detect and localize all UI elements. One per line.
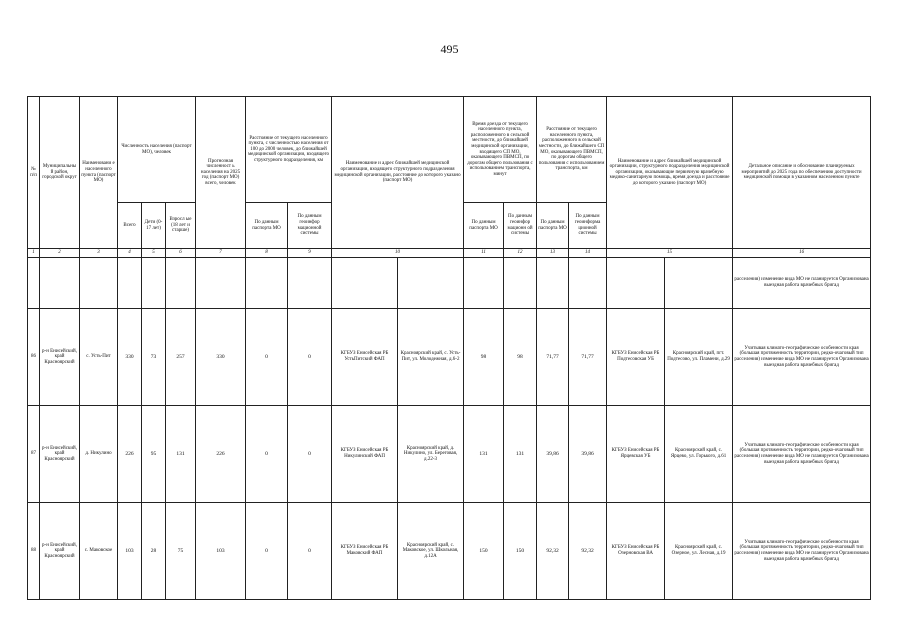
row-settlement: с. Маковское — [80, 503, 118, 600]
row-org-address: Красноярский край, с. Маковское, ул. Школьная, д.12А — [398, 503, 464, 600]
row-time-geo: 98 — [504, 309, 537, 406]
header-description: Детальное описание и обоснование планируемых мероприятий до 2025 года по обеспечению доступности медицинской помощи в указанном населенном пункте — [733, 97, 871, 249]
column-number: 1 — [28, 249, 40, 258]
column-number: 7 — [196, 249, 246, 258]
row-dist2-geo: 39,86 — [569, 406, 607, 503]
row-pvmsp-address: Красноярский край, с. Ярцево, ул. Горького, д.61 — [665, 406, 733, 503]
row-dist1-geo: 0 — [288, 406, 332, 503]
column-number: 14 — [569, 249, 607, 258]
column-number: 9 — [288, 249, 332, 258]
row-description: Учитывая климато-географические особенности края (большая протяженность территории, редко-очаговый тип расселения) изменение вида МО не планируется Организована выездная работа врачебных бригад — [733, 406, 871, 503]
accessibility-table — [27, 96, 871, 600]
row-org-name: КГБУЗ Енисейская РБ Никулинский ФАП — [332, 406, 398, 503]
header-number: № п/п — [28, 97, 40, 249]
row-pop-adults: 131 — [166, 406, 196, 503]
column-number: 2 — [40, 249, 80, 258]
row-pop-total: 103 — [118, 503, 142, 600]
header-time-passport: По данным паспорта МО — [464, 203, 504, 249]
row-description: Учитывая климато-географические особенности края (большая протяженность территории, редко-очаговый тип расселения) изменение вида МО не планируется Организована выездная работа врачебных бригад — [733, 309, 871, 406]
row-time-geo: 150 — [504, 503, 537, 600]
continuation-row — [28, 258, 871, 309]
row-district: р-н Енисейский, край Красноярский — [40, 503, 80, 600]
column-number: 10 — [332, 249, 464, 258]
column-number: 15 — [607, 249, 733, 258]
row-district: р-н Енисейский, край Красноярский — [40, 406, 80, 503]
header-pop-children: Дети (0-17 лет) — [142, 203, 166, 249]
row-forecast: 103 — [196, 503, 246, 600]
row-pop-total: 226 — [118, 406, 142, 503]
column-number: 12 — [504, 249, 537, 258]
row-org-address: Красноярский край, с. Усть-Пит, ул. Молодежная, д.6-2 — [398, 309, 464, 406]
row-pop-children: 73 — [142, 309, 166, 406]
column-numbers-row — [28, 249, 871, 258]
header-district: Муниципальны й район, городской округ — [40, 97, 80, 249]
row-dist1-geo: 0 — [288, 309, 332, 406]
row-pvmsp-name: КГБУЗ Енисейская РБ Озерновская ВА — [607, 503, 665, 600]
row-forecast: 330 — [196, 309, 246, 406]
header-pop-adults: Взросл ые (18 лет и старше) — [166, 203, 196, 249]
row-time-passport: 98 — [464, 309, 504, 406]
row-time-geo: 131 — [504, 406, 537, 503]
row-pvmsp-name: КГБУЗ Енисейская РБ Подтесовская УБ — [607, 309, 665, 406]
header-time-geo: По данным геоинфор мационн ой системы — [504, 203, 537, 249]
column-number: 5 — [142, 249, 166, 258]
row-dist2-passport: 92,32 — [537, 503, 569, 600]
row-pop-children: 95 — [142, 406, 166, 503]
row-settlement: д. Никулино — [80, 406, 118, 503]
header-dist1-passport: По данным паспорта МО — [246, 203, 288, 249]
row-org-address: Красноярский край, д. Никулино, ул. Береговая, д.22-3 — [398, 406, 464, 503]
row-dist2-geo: 71,77 — [569, 309, 607, 406]
header-distance-pvmsp: Расстояние от текущего населенного пункта, расположенного в сельской местности, до ближайшего СП МО, оказывающего ПВМСП, по дорогам общего пользования с использованием транспорта, км — [537, 97, 607, 203]
column-number: 13 — [537, 249, 569, 258]
row-number: 88 — [28, 503, 40, 600]
row-pop-children: 28 — [142, 503, 166, 600]
row-number: 86 — [28, 309, 40, 406]
row-dist2-geo: 92,32 — [569, 503, 607, 600]
table-row — [28, 503, 871, 600]
row-dist1-passport: 0 — [246, 406, 288, 503]
row-settlement: с. Усть-Пит — [80, 309, 118, 406]
row-pvmsp-address: Красноярский край, пгт. Подтесово, ул. Пламени, д.29 — [665, 309, 733, 406]
column-number: 3 — [80, 249, 118, 258]
header-travel-time: Время доезда от текущего населенного пункта, расположенного в сельской местности, до ближайшей медицинской организации, входящего СП МО, оказывающего ПВМСП, по дорогам общего пользования с использованием транспорта, минут — [464, 97, 537, 203]
row-pop-adults: 75 — [166, 503, 196, 600]
row-time-passport: 131 — [464, 406, 504, 503]
row-number: 87 — [28, 406, 40, 503]
header-distance-org: Расстояние от текущего населенного пункта, с численностью населения от 100 до 2000 человек, до ближайшей медицинской организации, входящего структурного подразделения, км — [246, 97, 332, 203]
header-dist2-geo: По данным геоинформа ционной системы — [569, 203, 607, 249]
table-row — [28, 406, 871, 503]
row-org-name: КГБУЗ Енисейская РБ УстьПитский ФАП — [332, 309, 398, 406]
row-dist2-passport: 71,77 — [537, 309, 569, 406]
table-row — [28, 309, 871, 406]
continuation-text: расселения) изменение вида МО не планируется Организована выездная работа врачебных бригад — [733, 258, 871, 309]
row-org-name: КГБУЗ Енисейская РБ Маковский ФАП — [332, 503, 398, 600]
row-district: р-н Енисейский, край Красноярский — [40, 309, 80, 406]
header-forecast: Прогнозная численност ь населения на 2025 год (паспорт МО) всего, человек — [196, 97, 246, 249]
header-dist1-geo: По данным геоинфор мационной системы — [288, 203, 332, 249]
row-forecast: 226 — [196, 406, 246, 503]
column-number: 4 — [118, 249, 142, 258]
row-dist2-passport: 39,86 — [537, 406, 569, 503]
row-description: Учитывая климато-географические особенности края (большая протяженность территории, редко-очаговый тип расселения) изменение вида МО не планируется Организована выездная работа врачебных бригад — [733, 503, 871, 600]
header-org-name-address: Наименование и адрес ближайшей медицинской организации, входящего структурного подразделения медицинской организации, расстояние до которого указано (паспорт МО) — [332, 97, 464, 249]
header-settlement: Наименовани е населенного пункта (паспорт МО) — [80, 97, 118, 249]
row-dist1-passport: 0 — [246, 503, 288, 600]
column-number: 11 — [464, 249, 504, 258]
page-number: 495 — [440, 42, 459, 56]
row-pop-total: 330 — [118, 309, 142, 406]
header-dist2-passport: По данным паспорта МО — [537, 203, 569, 249]
row-time-passport: 150 — [464, 503, 504, 600]
header-population: Численность населения (паспорт МО), человек — [118, 97, 196, 203]
row-dist1-geo: 0 — [288, 503, 332, 600]
column-number: 6 — [166, 249, 196, 258]
row-dist1-passport: 0 — [246, 309, 288, 406]
header-pvmsp-org: Наименование и адрес ближайшей медицинской организации, структурного подразделения медицинской организации, оказывающие первичную врачебную медико-санитарную помощь, время доезда и расстояние до которого указано (паспорт МО) — [607, 97, 733, 249]
header-pop-total: Всего — [118, 203, 142, 249]
column-number: 16 — [733, 249, 871, 258]
row-pvmsp-address: Красноярский край, с. Озерное, ул. Лесная, д.19 — [665, 503, 733, 600]
row-pvmsp-name: КГБУЗ Енисейская РБ Ярцевская УБ — [607, 406, 665, 503]
column-number: 8 — [246, 249, 288, 258]
row-pop-adults: 257 — [166, 309, 196, 406]
